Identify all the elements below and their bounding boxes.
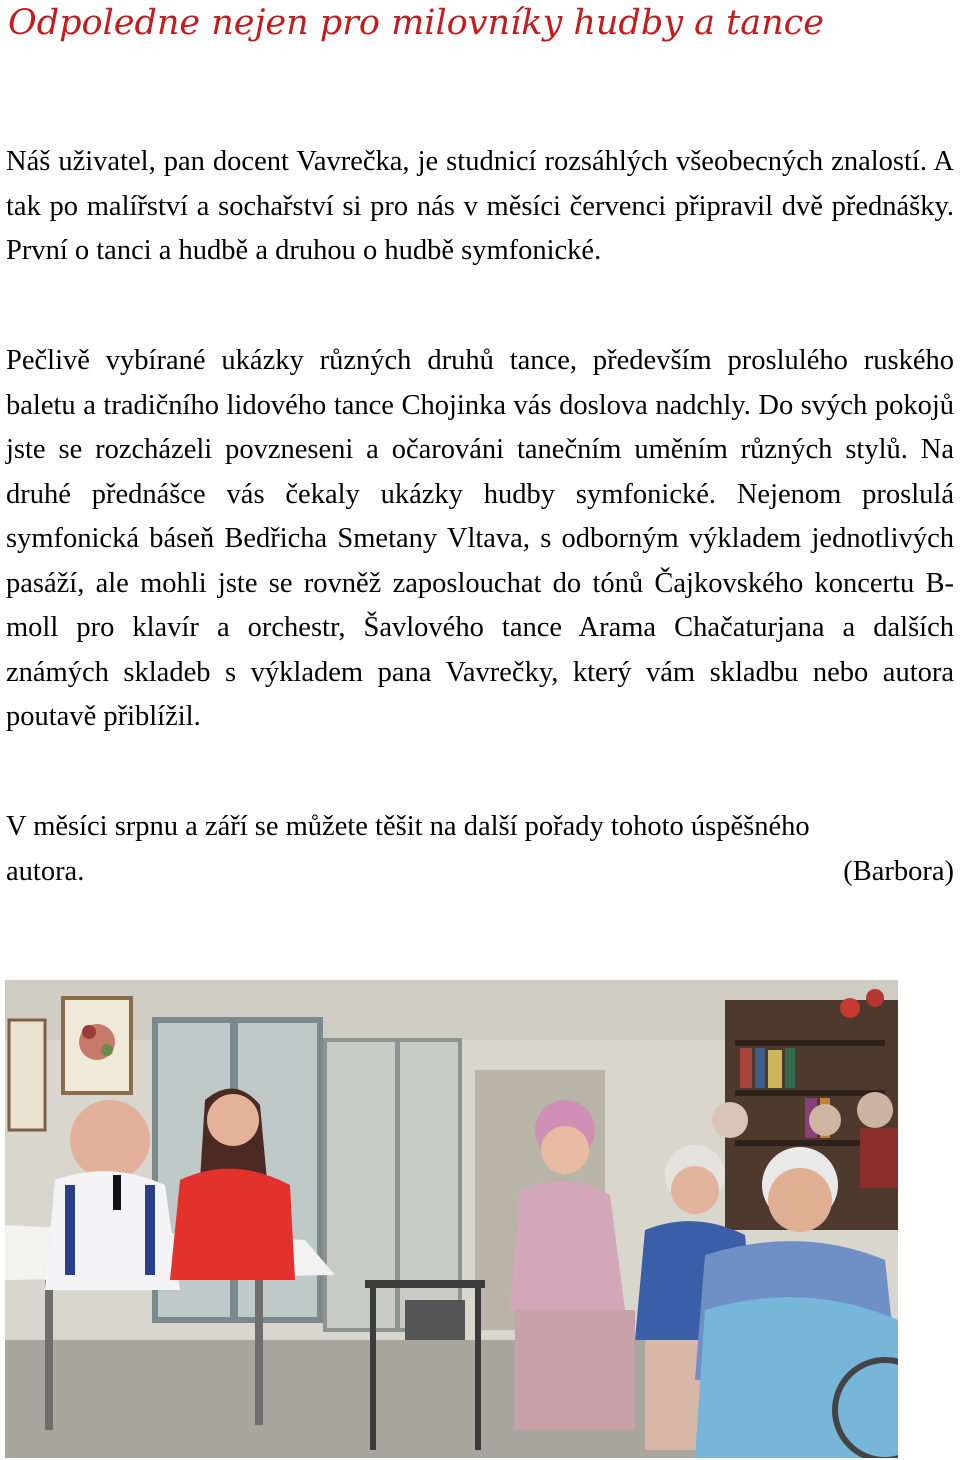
paragraph-outro (6, 805, 954, 894)
author-signature: (Barbora) (843, 855, 954, 887)
outro-text: V měsíci srpnu a září se můžete těšit na další pořady tohoto úspěšného (6, 811, 810, 842)
article-title: Odpoledne nejen pro milovníky hudby a tance (8, 3, 824, 43)
event-photo-illustration (5, 980, 898, 1458)
closing-word: autora. (6, 855, 85, 887)
signature-line (6, 850, 954, 895)
paragraph-intro: Náš uživatel, pan docent Vavrečka, je studnicí rozsáhlých všeobecných znalostí. A tak po malířství a sochařství si pro nás v měsíci červenci připravil dvě přednášky. První o tanci a hudbě a druhou o hudbě symfonické. (6, 146, 954, 266)
event-photo (5, 980, 898, 1458)
paragraph-lectures: Pečlivě vybírané ukázky různých druhů tance, především proslulého ruského baletu a tradičního lidového tance Chojinka vás doslova nadchly. Do svých pokojů jste se rozcházeli povzneseni a očarováni tanečním uměním různých stylů. Na druhé přednášce vás čekaly ukázky hudby symfonické. Nejenom proslulá symfonická báseň Bedřicha Smetany Vltava, s odborným výkladem jednotlivých pasáží, ale mohli jste se rovněž zaposlouchat do tónů Čajkovského koncertu B-moll pro klavír a orchestr, Šavlového tance Arama Chačaturjana a dalších známých skladeb s výkladem pana Vavrečky, který vám skladbu nebo autora poutavě přiblížil. (6, 345, 954, 732)
